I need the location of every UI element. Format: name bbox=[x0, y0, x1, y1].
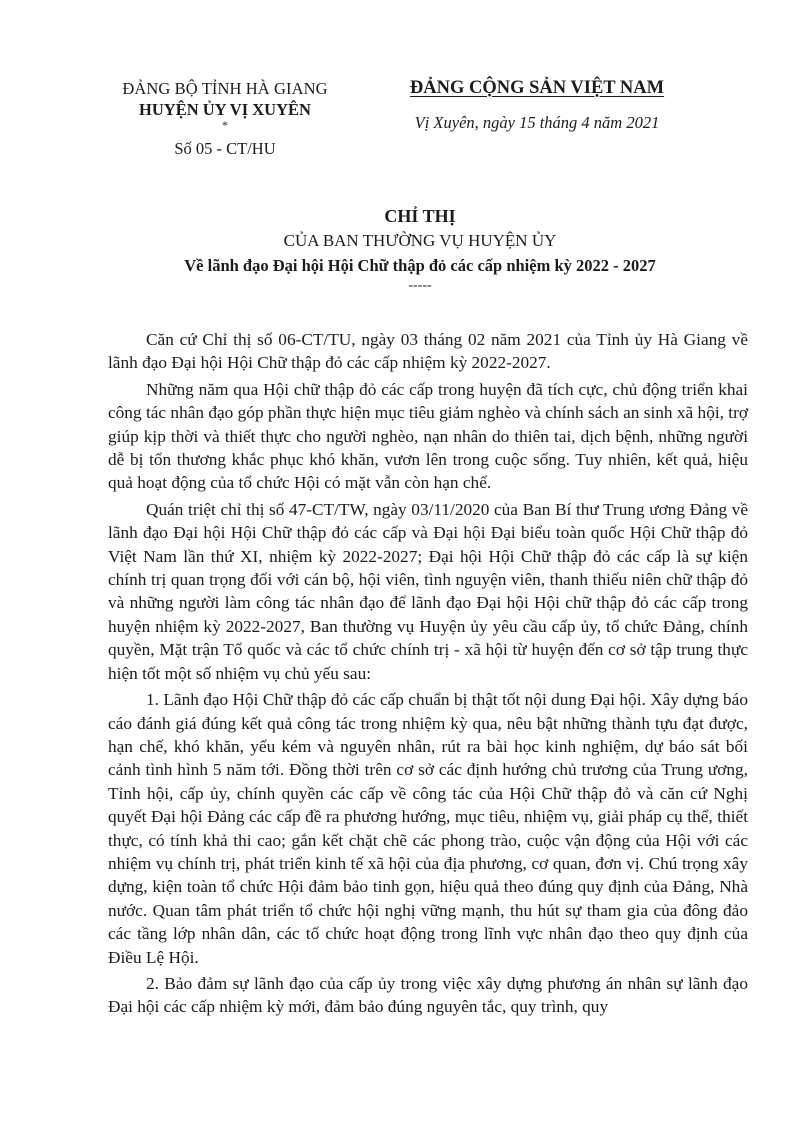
party-heading-block bbox=[372, 76, 702, 134]
paragraph-item-2: 2. Bảo đảm sự lãnh đạo của cấp ủy trong việc xây dựng phương án nhân sự lãnh đạo Đại hội các cấp nhiệm kỳ mới, đảm bảo đúng nguyên tắc, quy trình, quy bbox=[108, 973, 748, 1017]
title-separator: ----- bbox=[408, 278, 432, 293]
issuing-organization-block bbox=[100, 78, 350, 159]
document-number: Số 05 - CT/HU bbox=[174, 139, 276, 158]
org-district-committee: HUYỆN ỦY VỊ XUYÊN bbox=[139, 100, 311, 119]
document-issuer: CỦA BAN THƯỜNG VỤ HUYỆN ỦY bbox=[283, 231, 557, 250]
document-title-block bbox=[100, 204, 740, 294]
star-mark: * bbox=[222, 118, 228, 132]
paragraph-background: Những năm qua Hội chữ thập đỏ các cấp trong huyện đã tích cực, chủ động triển khai công tác nhân đạo góp phần thực hiện mục tiêu giảm nghèo và chính sách an sinh xã hội, trợ giúp kịp thời và thiết thực cho người nghèo, nạn nhân do thiên tai, dịch bệnh, những người dễ bị tổn thương khắc phục khó khăn, vươn lên trong cuộc sống. Tuy nhiên, kết quả, hiệu quả hoạt động của tổ chức Hội có mặt vẫn còn hạn chế. bbox=[108, 379, 748, 493]
party-name: ĐẢNG CỘNG SẢN VIỆT NAM bbox=[409, 78, 665, 98]
document-type: CHỈ THỊ bbox=[384, 206, 456, 226]
place-date: Vị Xuyên, ngày 15 tháng 4 năm 2021 bbox=[414, 113, 660, 132]
paragraph-item-1: 1. Lãnh đạo Hội Chữ thập đỏ các cấp chuẩn bị thật tốt nội dung Đại hội. Xây dựng báo cáo đánh giá đúng kết quả công tác trong nhiệm kỳ qua, nêu bật những thành tựu đạt được, hạn chế, khó khăn, yếu kém và nguyên nhân, rút ra bài học kinh nghiệm, dự báo sát bối cảnh tình hình 5 năm tới. Đồng thời trên cơ sở các định hướng chủ trương của Trung ương, Tỉnh hội, cấp ủy, chính quyền các cấp về công tác của Hội Chữ thập đỏ và căn cứ Nghị quyết Đại hội Đảng các cấp đề ra phương hướng, mục tiêu, nhiệm vụ, giải pháp cụ thể, thiết thực, có tính khả thi cao; gắn kết chặt chẽ các phong trào, cuộc vận động của Hội với các nhiệm vụ chính trị, phát triển kinh tế xã hội của địa phương, cơ quan, đơn vị. Chú trọng xây dựng, kiện toàn tổ chức Hội đảm bảo tinh gọn, hiệu quả theo đúng quy định của Đảng, Nhà nước. Quan tâm phát triển tổ chức hội nghị vững mạnh, thu hút sự tham gia của đông đảo các tầng lớp nhân dân, các tổ chức hoạt động trong lĩnh vực nhân đạo theo quy định của Điều Lệ Hội. bbox=[108, 690, 748, 967]
paragraph-directive-intro: Quán triệt chỉ thị số 47-CT/TW, ngày 03/11/2020 của Ban Bí thư Trung ương Đảng về lãnh đạo Đại hội Hội Chữ thập đỏ các cấp và Đại hội Đại biểu toàn quốc Hội Chữ thập đỏ Việt Nam lần thứ XI, nhiệm kỳ 2022-2027; Đại hội Hội Chữ thập đỏ các cấp là sự kiện chính trị quan trọng đối với cán bộ, hội viên, tình nguyện viên, thanh thiếu niên chữ thập đỏ và những người làm công tác nhân đạo để lãnh đạo Đại hội Hội chữ thập đỏ các cấp trong huyện nhiệm kỳ 2022-2027, Ban thường vụ Huyện ủy yêu cầu cấp ủy, tổ chức Đảng, chính quyền, Mặt trận Tổ quốc và các tổ chức chính trị - xã hội từ huyện đến cơ sở tập trung thực hiện tốt một số nhiệm vụ chủ yếu sau: bbox=[108, 499, 748, 683]
org-provincial-committee: ĐẢNG BỘ TỈNH HÀ GIANG bbox=[122, 79, 328, 98]
document-body bbox=[108, 328, 748, 1022]
paragraph-legal-basis: Căn cứ Chỉ thị số 06-CT/TU, ngày 03 tháng 02 năm 2021 của Tỉnh ủy Hà Giang về lãnh đạo Đại hội Hội Chữ thập đỏ các cấp nhiệm kỳ 2022-2027. bbox=[108, 330, 748, 373]
document-subject: Về lãnh đạo Đại hội Hội Chữ thập đỏ các cấp nhiệm kỳ 2022 - 2027 bbox=[184, 256, 656, 275]
